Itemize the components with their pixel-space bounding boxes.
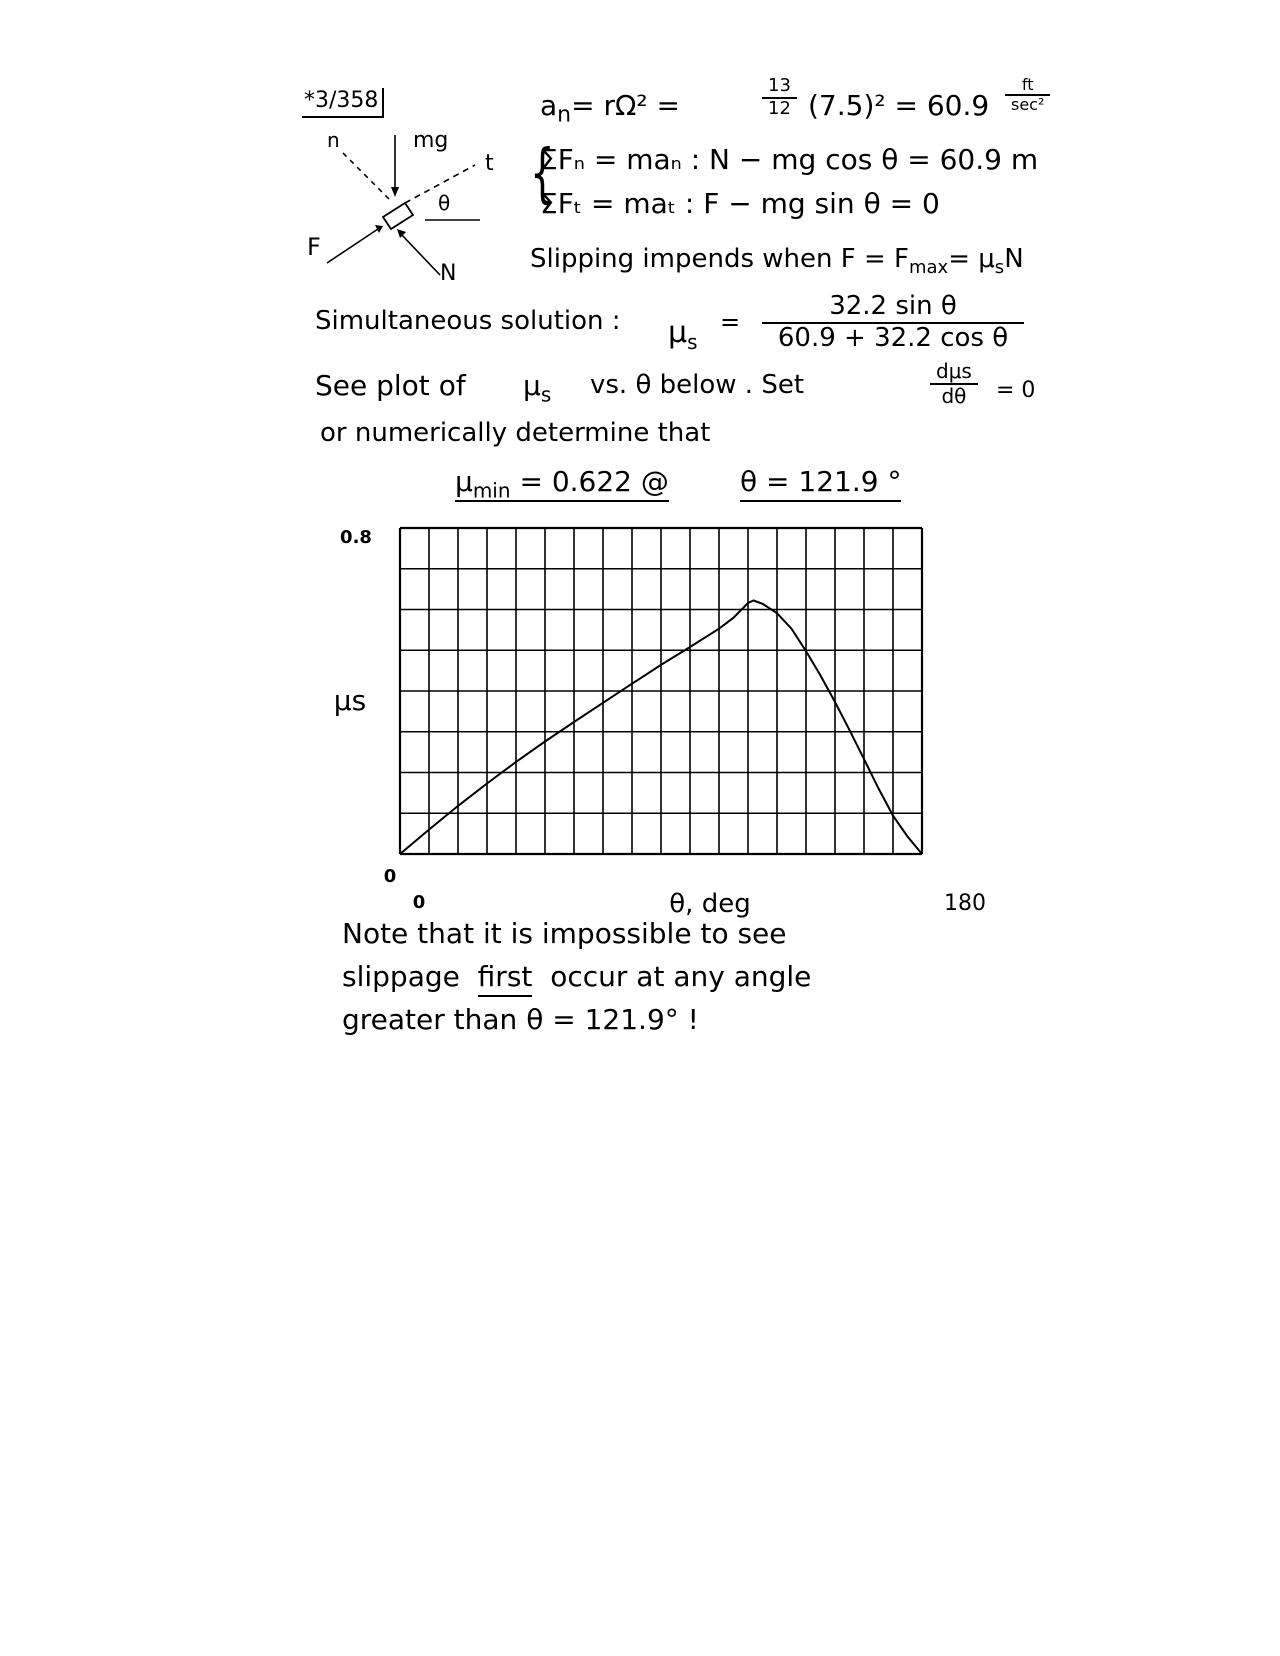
free-body-diagram	[305, 125, 495, 290]
y-axis-label: μs	[333, 684, 367, 717]
mu-s-fraction: $\frac{\text{32.2 sin θ}}{\text{60.9 + 32.2 cos θ}}$	[762, 292, 1024, 354]
numeric-line: or numerically determine that	[320, 418, 711, 448]
brace: {	[530, 137, 555, 211]
eq-sum-n: ΣFₙ = maₙ : N − mg cos θ = 60.9 m	[540, 143, 1039, 176]
plot-sentence-mu: $\mu_s$	[523, 369, 552, 407]
note-line-3: greater than θ = 121.9° !	[342, 1003, 699, 1036]
eq-sum-t: ΣFₜ = maₜ : F − mg sin θ = 0	[540, 187, 940, 220]
result-mu-min: $\mu_{min} = 0.622$ @	[455, 465, 669, 503]
plot-sentence-b: vs. θ below . Set	[590, 370, 805, 400]
plot-sentence-a: See plot of	[315, 369, 466, 402]
x-tick-label-min: 0	[412, 892, 426, 913]
fbd-label-N: N	[440, 261, 457, 286]
derivative-equals: = 0	[996, 378, 1036, 403]
mu-s-symbol: $\mu_s$	[668, 315, 698, 354]
y-tick-label-min: 0	[383, 866, 397, 887]
eq-an-rest: (7.5)² = 60.9	[808, 89, 990, 122]
result-theta: θ = 121.9 °	[740, 468, 901, 496]
x-axis-label: θ, deg	[669, 889, 751, 919]
y-tick-label-max: 0.8	[340, 527, 372, 548]
eq-an-unit: ft sec²	[1005, 76, 1050, 115]
mu-s-vs-theta-chart	[320, 520, 1000, 920]
fbd-label-t: t	[485, 151, 494, 176]
problem-number: *3/358	[302, 88, 384, 118]
chart-grid	[400, 528, 922, 854]
fbd-label-theta: θ	[438, 191, 451, 215]
derivative-fraction: dμs dθ	[930, 360, 978, 408]
eq-slip: Slipping impends when $F = F_{max}= \mu_sN$	[530, 244, 1024, 279]
fbd-label-n: n	[327, 128, 340, 152]
fbd-label-F: F	[307, 233, 321, 261]
equals-sign: =	[720, 308, 741, 336]
note-line-1: Note that it is impossible to see	[342, 917, 787, 950]
simultaneous-label: Simultaneous solution :	[315, 306, 621, 336]
eq-an: $a_n= r\Omega^2$ =	[540, 89, 680, 128]
note-line-2: slippage first occur at any angle	[342, 963, 811, 991]
eq-an-fraction: $\frac{13}{12}$	[762, 76, 797, 119]
x-tick-label-max: 180	[944, 891, 986, 916]
fbd-label-mg: mg	[413, 128, 449, 153]
